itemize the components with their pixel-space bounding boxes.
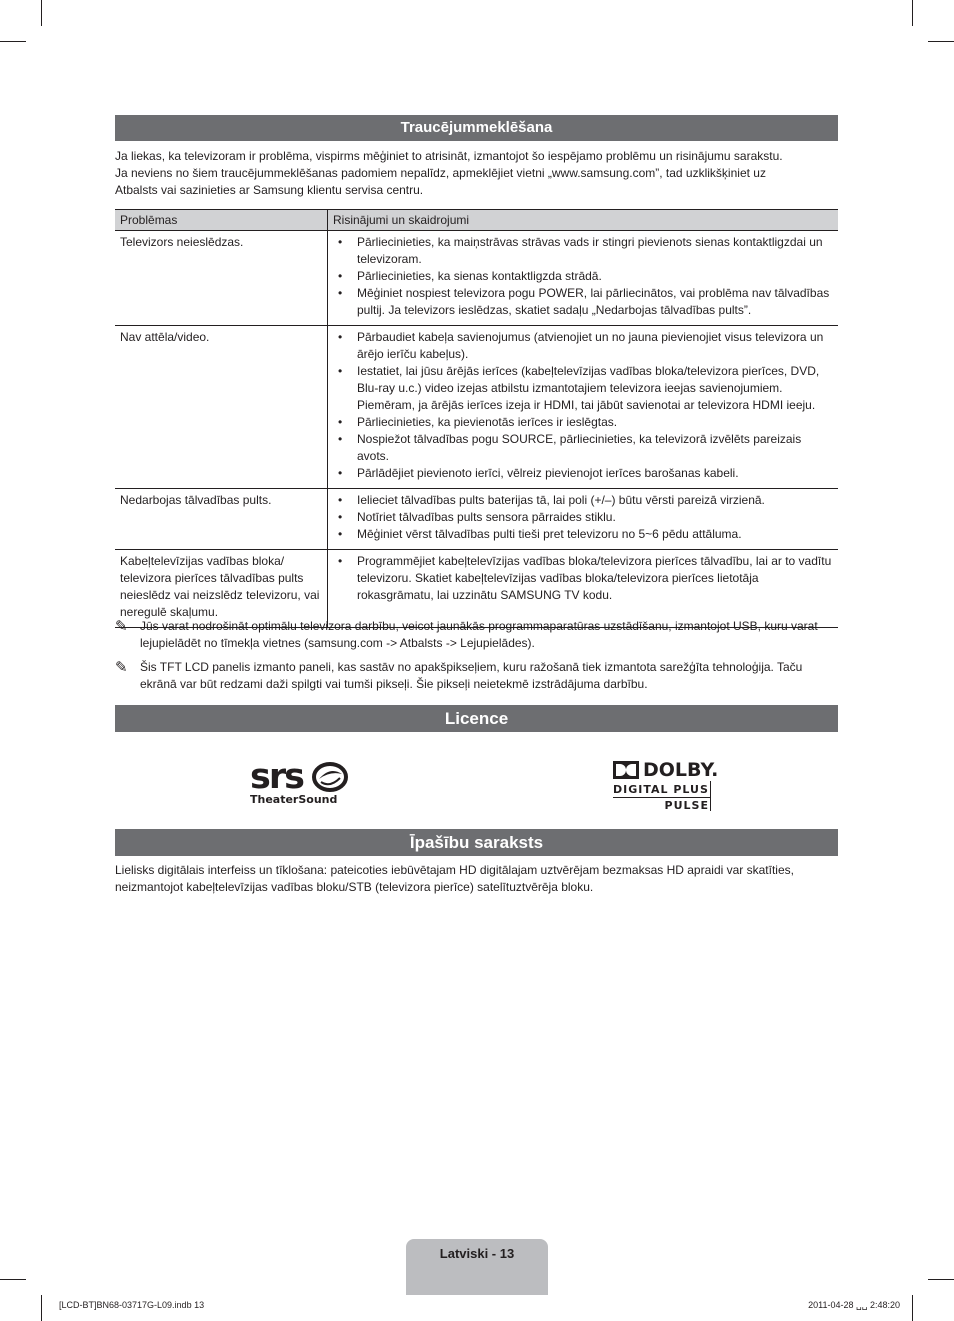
print-slug-left: [LCD-BT]BN68-03717G-L09.indb 13 <box>59 1300 205 1310</box>
srs-logo <box>250 757 360 806</box>
dolby-divider <box>613 797 711 798</box>
problem-cell: Televizors neieslēdzas. <box>115 231 328 326</box>
crop-mark <box>41 1295 42 1321</box>
solution-list <box>333 234 833 319</box>
solution-item: • Mēģiniet nospiest televizora pogu POWER, lai pārliecinātos, vai problēma nav tālvadības pultij. Ja televizors ieslēdzas, skatiet sadaļu „Nedarbojas tālvadības pults”. <box>357 285 833 319</box>
page-number-tab <box>406 1239 548 1295</box>
solution-cell <box>328 550 839 628</box>
solution-list <box>333 492 833 543</box>
licence-heading: Licence <box>115 705 838 732</box>
solution-item: • Iestatiet, lai jūsu ārējās ierīces (kabeļtelevīzijas vadības bloka/televizora pierīces, DVD, Blu-ray u.c.) video izejas atbilstu izmantotajiem televizora ieejas savienojumiem. Piemēram, ja ārējās ierīces izeja ir HDMI, tai jābūt savienotai ar televizora HDMI ieeju. <box>357 363 833 414</box>
crop-mark <box>928 1279 954 1280</box>
intro-line: Ja neviens no šiem traucējummeklēšanas padomiem nepalīdz, apmeklējiet vietni „www.samsung.com”, tad uzklikšķiniet uz <box>115 166 766 180</box>
solution-item: • Programmējiet kabeļtelevīzijas vadības bloka/televizora pierīces tālvadību, lai ar to vadītu televizoru. Skatiet kabeļtelevīzijas vadības bloka/televizora pierīces lietotāja rokasgrāmatu, lai uzzinātu SAMSUNG TV kodu. <box>357 553 833 604</box>
dolby-double-d-icon <box>613 761 639 779</box>
solution-cell <box>328 489 839 550</box>
solution-cell <box>328 326 839 489</box>
dolby-logo-pulse: PULSE <box>664 799 709 812</box>
dolby-logo-wordmark: DOLBY. <box>643 759 719 781</box>
crop-mark <box>912 0 913 26</box>
note-pixels <box>115 659 840 693</box>
table-row <box>115 550 838 628</box>
solution-item: • Pārlādējiet pievienoto ierīci, vēlreiz pievienojot ierīces barošanas kabeli. <box>357 465 833 482</box>
troubleshooting-heading: Traucējummeklēšana <box>115 115 838 141</box>
table-row <box>115 326 838 489</box>
pencil-note-icon: ✎ <box>115 618 128 635</box>
column-header-problems: Problēmas <box>115 210 328 231</box>
problem-cell: Nedarbojas tālvadības pults. <box>115 489 328 550</box>
crop-mark <box>41 0 42 26</box>
table-header-row <box>115 210 838 231</box>
dolby-logo-digital-plus: DIGITAL PLUS <box>613 783 709 796</box>
intro-line: Atbalsts vai sazinieties ar Samsung klientu servisa centru. <box>115 183 424 197</box>
srs-logo-subtitle: TheaterSound <box>250 793 338 806</box>
crop-mark <box>912 1295 913 1321</box>
crop-mark <box>928 41 954 42</box>
dolby-divider <box>710 781 711 811</box>
srs-circle-icon <box>311 762 349 792</box>
solution-item: • Mēģiniet vērst tālvadības pulti tieši pret televizoru no 5~6 pēdu attāluma. <box>357 526 833 543</box>
features-text: Lielisks digitālais interfeiss un tīklošana: pateicoties iebūvētajam HD digitālajam uztvērējam bezmaksas HD apraidi var skatīties, neizmantojot kabeļtelevīzijas vadības bloku/STB (televizora pierīce) satelītuztvērēja bloku. <box>115 863 794 894</box>
troubleshooting-table <box>115 209 838 628</box>
features-heading: Īpašību saraksts <box>115 829 838 856</box>
solution-item: • Ielieciet tālvadības pults baterijas tā, lai poli (+/–) būtu vērsti pareizā virzienā. <box>357 492 833 509</box>
troubleshooting-intro <box>115 148 840 199</box>
solution-item: • Pārbaudiet kabeļa savienojumus (atvienojiet un no jauna pievienojiet visus televizora un ārējo ierīču kabeļus). <box>357 329 833 363</box>
solution-item: • Nospiežot tālvadības pogu SOURCE, pārliecinieties, ka televizorā izvēlēts pareizais avots. <box>357 431 833 465</box>
solution-list <box>333 329 833 482</box>
note-text: Šis TFT LCD panelis izmanto paneli, kas sastāv no apakšpikseļiem, kuru ražošanā tiek izmantota sarežģīta tehnoloģija. Taču ekrānā var būt redzami daži spilgti vai tumši pikseļi. Šie pikseļi neietekmē izstrādājuma darbību. <box>140 660 803 691</box>
solution-list <box>333 553 833 604</box>
intro-line: Ja liekas, ka televizoram ir problēma, vispirms mēģiniet to atrisināt, izmantojot šo iespējamo problēmu un risinājumu sarakstu. <box>115 149 783 163</box>
solution-item: • Pārliecinieties, ka sienas kontaktligzda strādā. <box>357 268 833 285</box>
solution-item: • Notīriet tālvadības pults sensora pārraides stiklu. <box>357 509 833 526</box>
problem-cell: Kabeļtelevīzijas vadības bloka/ televizora pierīces tālvadības pults neieslēdz vai neizslēdz televizoru, vai neregulē skaļumu. <box>115 550 328 628</box>
note-text: Jūs varat nodrošināt optimālu televizora darbību, veicot jaunākās programmaparatūras uzstādīšanu, izmantojot USB, kuru varat lejupielādēt no tīmekļa vietnes (samsung.com -> Atbalsts -> Lejupielādes). <box>140 619 818 650</box>
crop-mark <box>0 1279 26 1280</box>
solution-item: • Pārliecinieties, ka pievienotās ierīces ir ieslēgtas. <box>357 414 833 431</box>
srs-logo-wordmark: srs <box>250 757 303 797</box>
table-row <box>115 231 838 326</box>
solution-item: • Pārliecinieties, ka maiņstrāvas strāvas vads ir stingri pievienots sienas kontaktligzdai un televizoram. <box>357 234 833 268</box>
problem-cell: Nav attēla/video. <box>115 326 328 489</box>
dolby-logo <box>613 759 719 812</box>
column-header-solutions: Risinājumi un skaidrojumi <box>328 210 839 231</box>
crop-mark <box>0 41 26 42</box>
print-slug-right: 2011-04-28 ␣␣ 2:48:20 <box>808 1300 900 1310</box>
table-row <box>115 489 838 550</box>
pencil-note-icon: ✎ <box>115 659 128 676</box>
solution-cell <box>328 231 839 326</box>
page-number-label: Latviski - 13 <box>439 1246 515 1261</box>
note-firmware <box>115 618 840 652</box>
